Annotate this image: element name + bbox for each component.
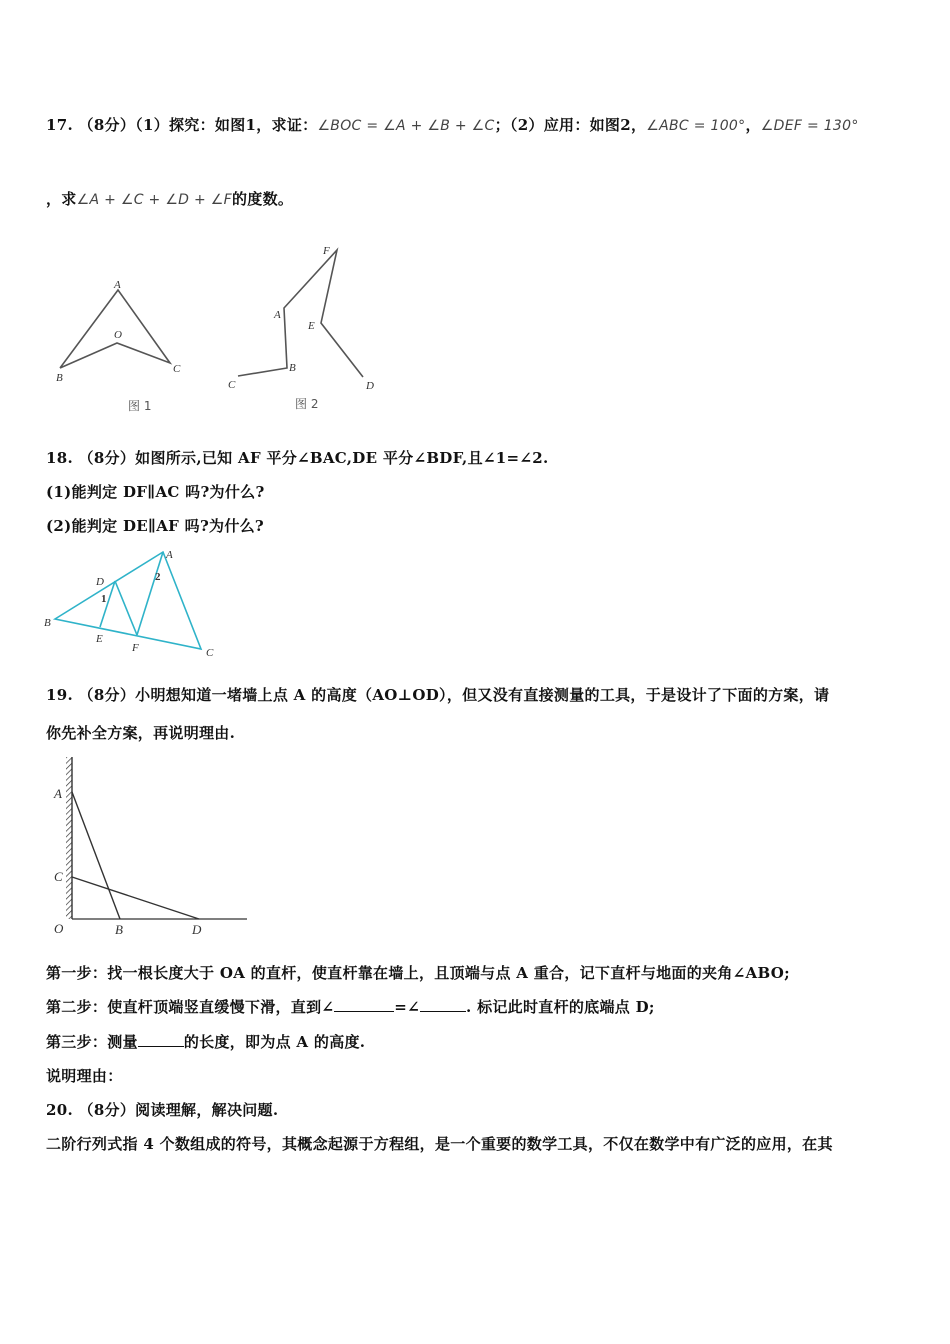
q18-label-1: 1 bbox=[101, 593, 107, 605]
q19-step2 bbox=[46, 996, 655, 1017]
q19-reason: 说明理由： bbox=[46, 1067, 123, 1085]
q19-label-c: C bbox=[54, 869, 63, 884]
q18-label-c: C bbox=[206, 647, 214, 659]
fig2-label-b: B bbox=[289, 362, 296, 374]
fig1-caption: 图 1 bbox=[128, 399, 152, 413]
fig1-label-b: B bbox=[56, 372, 63, 384]
q17-eq4: ∠A + ∠C + ∠D + ∠F bbox=[76, 192, 232, 208]
q19-label-b: B bbox=[115, 922, 123, 937]
fig1-label-c: C bbox=[173, 363, 181, 375]
q19-label-a: A bbox=[54, 786, 62, 801]
q17-eq1: ∠BOC = ∠A + ∠B + ∠C bbox=[317, 118, 495, 134]
fig1-label-a: A bbox=[114, 279, 121, 291]
q19-step3-a: 第三步：测量 bbox=[46, 1033, 138, 1051]
q18-triangle bbox=[55, 552, 201, 649]
q19-blank-2 bbox=[420, 999, 466, 1012]
q18-label-e: E bbox=[96, 633, 103, 645]
q18-segment-af bbox=[137, 552, 163, 635]
q18-label-f: F bbox=[132, 642, 139, 654]
q17-head: 17. （8分）（1）探究：如图1，求证： bbox=[46, 116, 318, 134]
q17-line1 bbox=[46, 114, 859, 135]
q17-eq3: ∠DEF = 130° bbox=[760, 118, 859, 134]
q17-eq2: ∠ABC = 100° bbox=[646, 118, 746, 134]
q19-rod-ab bbox=[72, 792, 120, 919]
fig2-caption: 图 2 bbox=[295, 397, 319, 411]
q19-blank-3 bbox=[138, 1034, 184, 1047]
q18-segment-df bbox=[115, 581, 137, 635]
q18-label-d: D bbox=[96, 576, 104, 588]
fig2-shape bbox=[238, 250, 363, 377]
fig2-label-d: D bbox=[366, 380, 374, 392]
fig2-label-f: F bbox=[323, 245, 330, 257]
q17-line2-pre: ，求 bbox=[46, 190, 77, 208]
q18-label-a: A bbox=[166, 549, 173, 561]
q19-label-d: D bbox=[192, 922, 202, 937]
q19-step3-b: 的长度，即为点 A 的高度. bbox=[183, 1033, 366, 1051]
q17-mid: ；（2）应用：如图2， bbox=[494, 116, 647, 134]
fig2-label-e: E bbox=[308, 320, 315, 332]
q19-rod-cd bbox=[72, 877, 199, 919]
q19-figure bbox=[40, 755, 260, 940]
q19-line2: 你先补全方案，再说明理由. bbox=[46, 724, 236, 742]
q19-step2-c: . 标记此时直杆的底端点 D; bbox=[466, 998, 655, 1016]
q17-line2 bbox=[46, 188, 293, 209]
q19-blank-1 bbox=[334, 999, 394, 1012]
q18-line1: 18. （8分）如图所示,已知 AF 平分∠BAC,DE 平分∠BDF,且∠1=∠2. bbox=[46, 449, 549, 467]
q17-line2-post: 的度数。 bbox=[232, 190, 294, 208]
q19-step2-b: =∠ bbox=[394, 998, 421, 1016]
q17-figures bbox=[40, 238, 400, 418]
q18-label-2: 2 bbox=[155, 571, 161, 583]
q18-line2: (1)能判定 DF∥AC 吗?为什么? bbox=[46, 483, 265, 501]
q19-step2-a: 第二步：使直杆顶端竖直缓慢下滑，直到∠ bbox=[46, 998, 335, 1016]
fig1-label-o: O bbox=[114, 329, 122, 341]
q18-label-b: B bbox=[44, 617, 51, 629]
fig2-label-a: A bbox=[274, 309, 281, 321]
q19-label-o: O bbox=[54, 921, 64, 936]
fig2-label-c: C bbox=[228, 379, 236, 391]
q17-sep: ， bbox=[745, 116, 761, 134]
q19-step3 bbox=[46, 1031, 365, 1052]
q20-line1: 20. （8分）阅读理解，解决问题. bbox=[46, 1101, 279, 1119]
q19-step1: 第一步：找一根长度大于 OA 的直杆，使直杆靠在墙上，且顶端与点 A 重合，记下直杆与地面的夹角∠ABO; bbox=[46, 964, 790, 982]
q18-line3: (2)能判定 DE∥AF 吗?为什么? bbox=[46, 517, 265, 535]
q20-line2: 二阶行列式指 4 个数组成的符号，其概念起源于方程组，是一个重要的数学工具，不仅在数学中有广泛的应用，在其 bbox=[46, 1135, 833, 1153]
q19-wall-hatch bbox=[66, 757, 72, 919]
q18-figure bbox=[40, 543, 230, 663]
q19-line1: 19. （8分）小明想知道一堵墙上点 A 的高度（AO⊥OD），但又没有直接测量的工具，于是设计了下面的方案，请 bbox=[46, 686, 830, 704]
